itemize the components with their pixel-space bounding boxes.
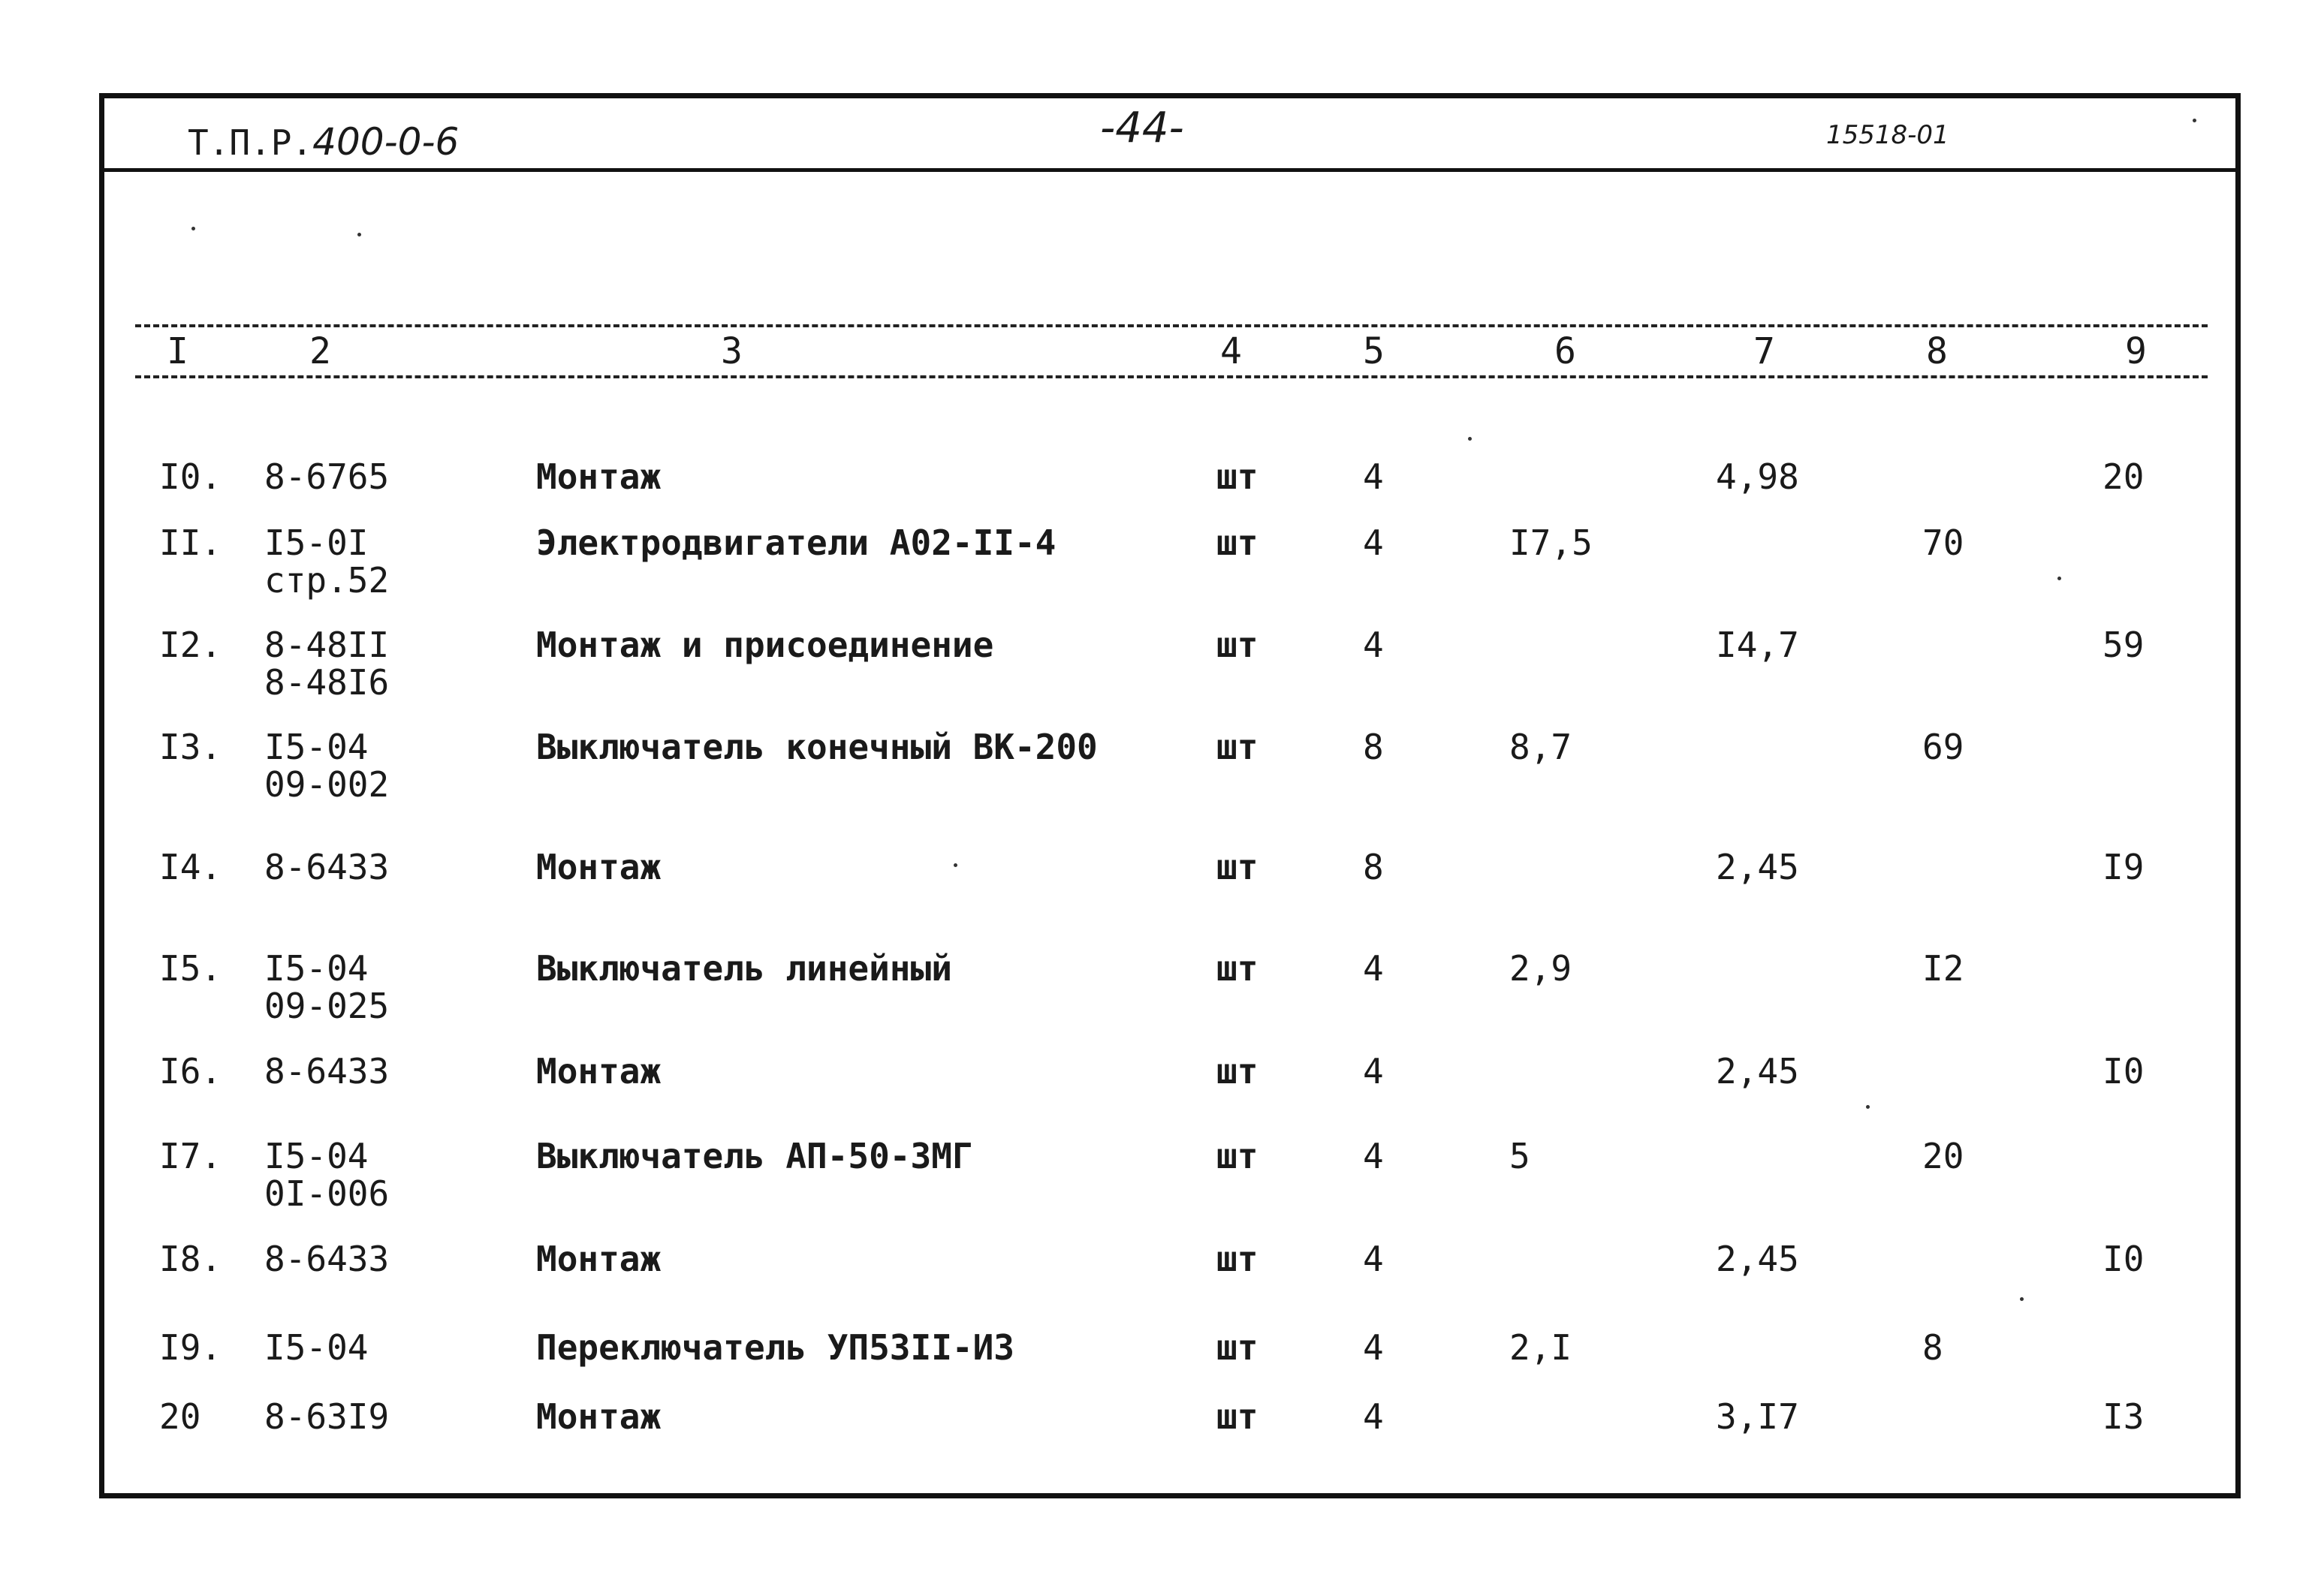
cell-text: шт [1216,625,1259,665]
cell-text: I5-04 [264,1136,369,1176]
cell-text: I9. [159,1327,222,1368]
cell-text: I6. [159,1051,222,1092]
column-number-1: I [167,330,188,372]
cell-text: Электродвигатели А02-II-4 [536,522,1057,563]
column-number-9: 9 [2125,330,2147,372]
cell-col-7 [1716,1240,1799,1278]
cell-col-1 [159,458,222,495]
table-header-bottom-rule [135,375,2208,378]
cell-text: 3,I7 [1716,1396,1799,1437]
cell-col-8 [1922,1329,1943,1366]
cell-col-6 [1509,1137,1530,1175]
document-number: 15518-01 [1826,120,1949,150]
cell-text: шт [1216,1239,1259,1279]
cell-col-6 [1509,950,1572,987]
cell-text: шт [1216,1051,1259,1092]
cell-col-1 [159,1052,222,1090]
cell-col-2 [264,626,389,701]
cell-col-8 [1922,524,1964,562]
cell-col-2 [264,1052,389,1090]
cell-col-1 [159,1137,222,1175]
cell-col-1 [159,848,222,886]
cell-col-3 [536,950,952,987]
cell-text: 8 [1363,727,1384,767]
cell-col-2 [264,1398,389,1435]
cell-text: 59 [2103,625,2145,665]
table-header-top-rule [135,324,2208,327]
cell-text: Выключатель конечный ВК-200 [536,727,1098,767]
cell-col-6 [1509,1329,1572,1366]
column-number-4: 4 [1220,330,1242,372]
cell-subtext: стр.52 [264,560,390,601]
cell-text: I2. [159,625,222,665]
cell-text: I5-04 [264,1327,369,1368]
cell-text: 5 [1509,1136,1530,1176]
cell-text: 8-6433 [264,1051,390,1092]
cell-text: шт [1216,1396,1259,1437]
cell-col-6 [1509,728,1572,766]
cell-col-1 [159,1329,222,1366]
page-number: -44- [1100,104,1184,152]
column-number-8: 8 [1926,330,1948,372]
cell-text: Выключатель АП-50-3МГ [536,1136,973,1176]
cell-col-4 [1216,1398,1258,1435]
cell-col-9 [2103,1398,2144,1435]
cell-col-5 [1363,524,1384,562]
cell-col-3 [536,458,661,495]
project-code-handwritten: 400-0-6 [312,120,460,164]
cell-subtext: 0I-006 [264,1173,390,1214]
cell-col-2 [264,1137,389,1212]
cell-col-4 [1216,848,1258,886]
cell-text: 4 [1363,1396,1384,1437]
scan-speck [1468,437,1472,441]
cell-col-3 [536,1052,661,1090]
cell-text: 20 [2103,456,2145,497]
cell-text: 8-6433 [264,847,390,887]
cell-text: шт [1216,847,1259,887]
column-number-5: 5 [1363,330,1385,372]
cell-col-2 [264,1329,368,1366]
cell-col-7 [1716,1398,1799,1435]
cell-text: I3. [159,727,222,767]
cell-col-2 [264,524,389,599]
cell-col-3 [536,728,1098,766]
cell-col-3 [536,626,993,664]
cell-col-9 [2103,1052,2144,1090]
cell-col-1 [159,1240,222,1278]
cell-text: I5-04 [264,948,369,989]
cell-text: шт [1216,522,1259,563]
cell-col-8 [1922,950,1964,987]
cell-text: 8-48II [264,625,390,665]
cell-text: шт [1216,948,1259,989]
cell-text: шт [1216,727,1259,767]
cell-text: 8 [1363,847,1384,887]
cell-col-8 [1922,728,1964,766]
cell-text: 2,I [1509,1327,1572,1368]
cell-text: 2,45 [1716,847,1799,887]
cell-text: 4 [1363,522,1384,563]
cell-text: I0 [2103,1239,2145,1279]
cell-text: 4 [1363,1051,1384,1092]
column-number-7: 7 [1753,330,1775,372]
cell-col-4 [1216,524,1258,562]
cell-col-4 [1216,728,1258,766]
cell-col-4 [1216,1137,1258,1175]
cell-text: 2,9 [1509,948,1572,989]
cell-text: Монтаж [536,456,662,497]
cell-col-4 [1216,626,1258,664]
cell-col-5 [1363,950,1384,987]
cell-col-1 [159,524,222,562]
cell-col-4 [1216,458,1258,495]
cell-col-2 [264,728,389,803]
cell-text: шт [1216,1327,1259,1368]
cell-text: Монтаж [536,1051,662,1092]
scan-speck [954,863,957,867]
cell-text: 8,7 [1509,727,1572,767]
cell-text: 8-63I9 [264,1396,390,1437]
scan-speck [357,233,361,236]
cell-subtext: 09-025 [264,986,390,1026]
cell-col-2 [264,848,389,886]
cell-text: I3 [2103,1396,2145,1437]
cell-text: I5. [159,948,222,989]
cell-col-5 [1363,1329,1384,1366]
scan-speck [2193,119,2196,122]
cell-col-5 [1363,1052,1384,1090]
cell-text: 4 [1363,625,1384,665]
project-code [188,120,459,164]
cell-text: 8 [1922,1327,1943,1368]
scan-speck [1866,1105,1870,1109]
cell-text: Монтаж [536,847,662,887]
cell-text: шт [1216,456,1259,497]
cell-subtext: 09-002 [264,764,390,805]
cell-col-8 [1922,1137,1964,1175]
cell-col-9 [2103,626,2144,664]
cell-text: 20 [1922,1136,1964,1176]
cell-col-3 [536,1329,1014,1366]
project-code-prefix: Т.П.Р. [188,122,313,163]
cell-col-7 [1716,848,1799,886]
cell-col-4 [1216,1240,1258,1278]
cell-col-9 [2103,848,2144,886]
cell-text: II. [159,522,222,563]
column-number-3: 3 [721,330,743,372]
cell-text: 70 [1922,522,1964,563]
cell-text: 8-6765 [264,456,390,497]
cell-text: I5-04 [264,727,369,767]
column-number-6: 6 [1554,330,1576,372]
cell-subtext: 8-48I6 [264,662,390,703]
column-number-2: 2 [309,330,331,372]
cell-col-5 [1363,728,1384,766]
cell-col-5 [1363,626,1384,664]
cell-col-4 [1216,1329,1258,1366]
cell-text: Переключатель УП53II-ИЗ [536,1327,1014,1368]
cell-text: Монтаж и присоединение [536,625,994,665]
cell-text: 4 [1363,456,1384,497]
cell-text: I9 [2103,847,2145,887]
document-frame [99,93,2241,1498]
cell-text: 69 [1922,727,1964,767]
cell-col-1 [159,1398,200,1435]
cell-text: I2 [1922,948,1964,989]
cell-text: I7. [159,1136,222,1176]
cell-text: 4 [1363,1327,1384,1368]
cell-col-1 [159,950,222,987]
cell-col-3 [536,1137,973,1175]
cell-text: 4,98 [1716,456,1799,497]
cell-col-3 [536,1240,661,1278]
cell-col-1 [159,728,222,766]
cell-text: Монтаж [536,1239,662,1279]
cell-text: 2,45 [1716,1051,1799,1092]
cell-text: 8-6433 [264,1239,390,1279]
cell-col-5 [1363,1240,1384,1278]
cell-text: 20 [159,1396,201,1437]
cell-text: I8. [159,1239,222,1279]
cell-col-2 [264,458,389,495]
cell-col-7 [1716,458,1799,495]
scan-speck [191,227,195,230]
cell-col-3 [536,848,661,886]
cell-text: 2,45 [1716,1239,1799,1279]
cell-col-5 [1363,1398,1384,1435]
cell-text: I4,7 [1716,625,1799,665]
cell-text: I7,5 [1509,522,1593,563]
cell-col-4 [1216,950,1258,987]
cell-col-4 [1216,1052,1258,1090]
cell-text: 4 [1363,1136,1384,1176]
cell-text: 4 [1363,948,1384,989]
cell-text: I0. [159,456,222,497]
cell-col-5 [1363,848,1384,886]
cell-text: I4. [159,847,222,887]
cell-text: I0 [2103,1051,2145,1092]
header-divider [99,168,2241,172]
cell-col-6 [1509,524,1593,562]
cell-col-3 [536,524,1056,562]
cell-col-7 [1716,1052,1799,1090]
cell-col-7 [1716,626,1799,664]
cell-col-1 [159,626,222,664]
cell-text: I5-0I [264,522,369,563]
cell-col-3 [536,1398,661,1435]
cell-text: 4 [1363,1239,1384,1279]
scan-speck [2057,577,2061,580]
cell-text: Монтаж [536,1396,662,1437]
cell-col-5 [1363,458,1384,495]
cell-text: Выключатель линейный [536,948,952,989]
cell-text: шт [1216,1136,1259,1176]
cell-col-2 [264,1240,389,1278]
cell-col-9 [2103,458,2144,495]
cell-col-9 [2103,1240,2144,1278]
cell-col-2 [264,950,389,1025]
scan-speck [2020,1297,2024,1301]
cell-col-5 [1363,1137,1384,1175]
